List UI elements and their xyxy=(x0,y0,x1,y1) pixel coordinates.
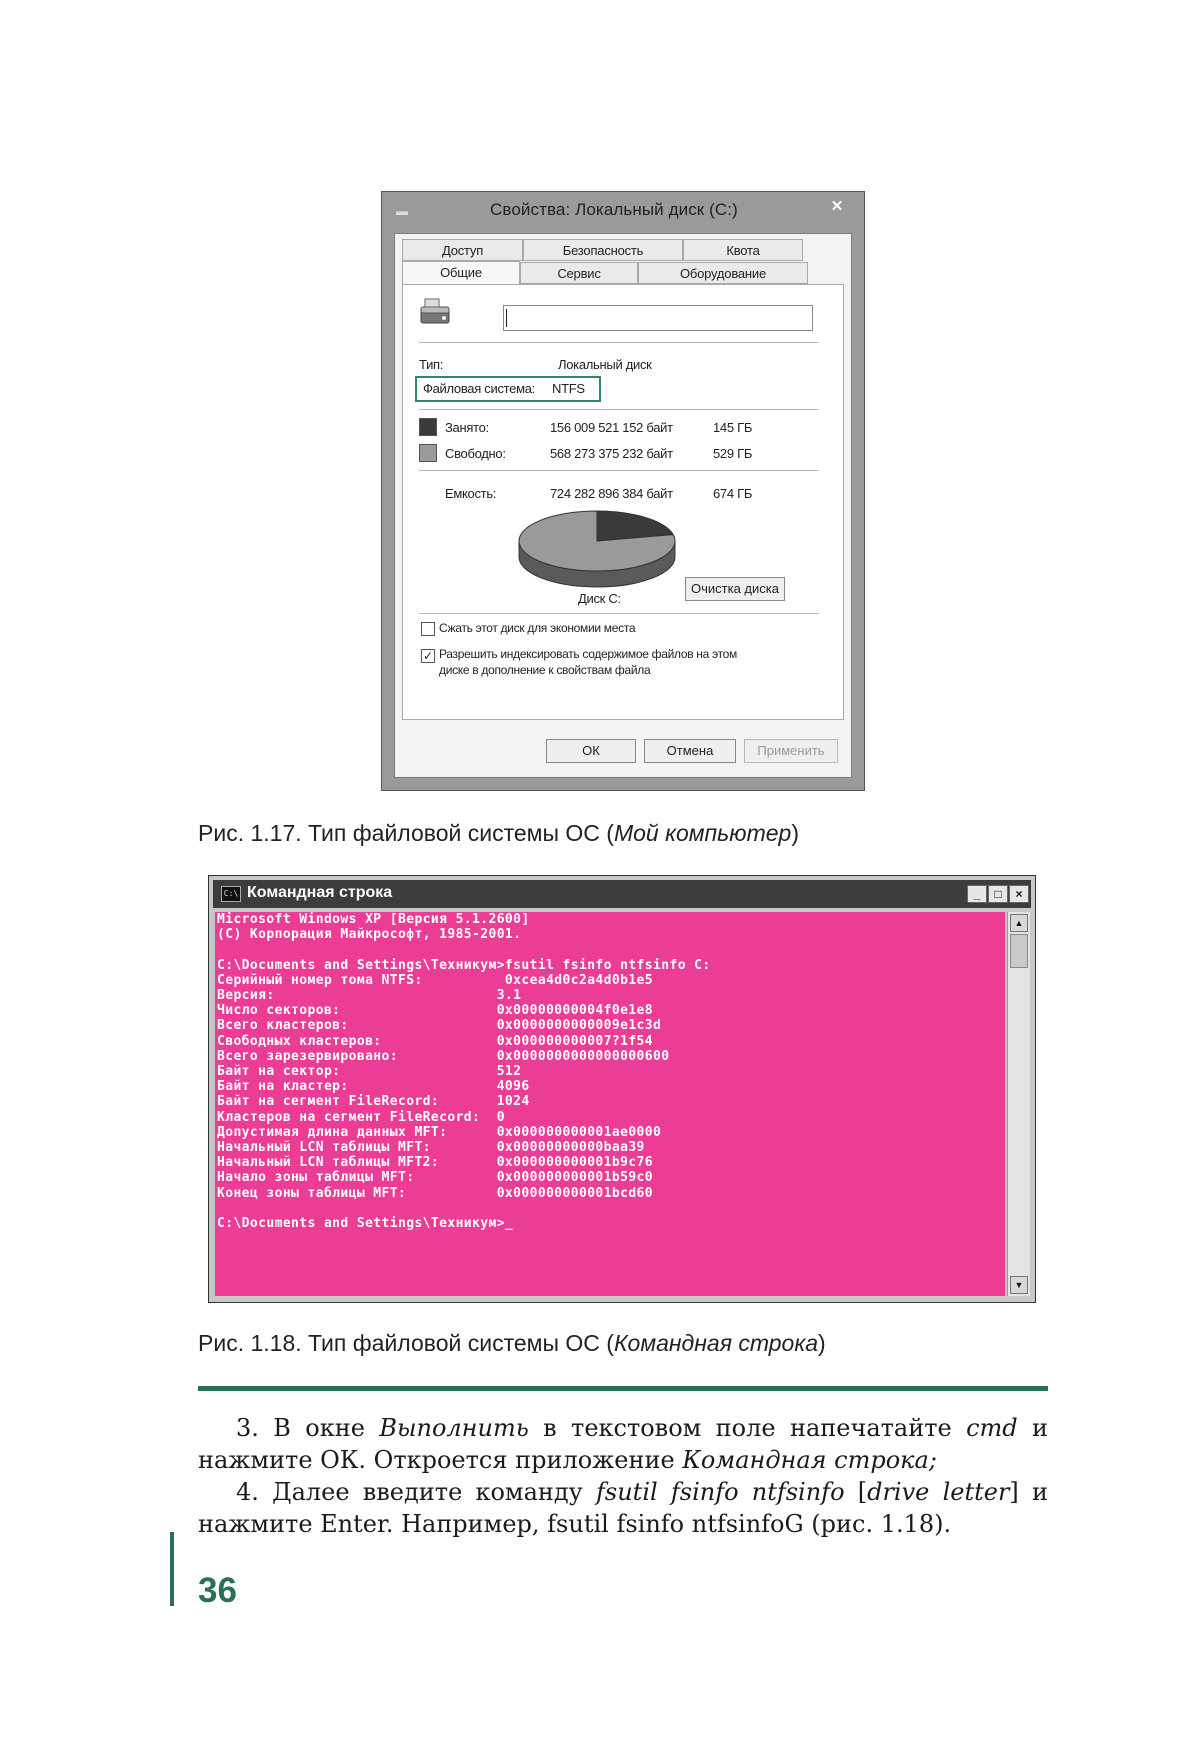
italic-text: cmd xyxy=(966,1414,1018,1442)
italic-text: Командная строка; xyxy=(682,1446,937,1474)
close-button[interactable]: × xyxy=(1009,885,1029,903)
step-3-paragraph xyxy=(198,1412,1048,1476)
scroll-down-button[interactable]: ▼ xyxy=(1010,1276,1028,1294)
scrollbar-thumb[interactable] xyxy=(1010,934,1028,968)
used-space-swatch xyxy=(419,418,437,436)
disk-cleanup-button[interactable]: Очистка диска xyxy=(685,577,785,601)
close-button[interactable]: ✕ xyxy=(830,198,844,215)
type-value: Локальный диск xyxy=(558,357,652,372)
page-number-bar xyxy=(170,1532,174,1606)
page-number: 36 xyxy=(198,1571,237,1610)
title-bar xyxy=(213,880,1031,908)
file-system-highlight xyxy=(415,376,601,402)
hard-drive-icon xyxy=(417,297,455,331)
capacity-label: Емкость: xyxy=(445,486,497,501)
caption-text: Рис. 1.17. Тип файловой системы ОС ( xyxy=(198,820,614,846)
free-bytes: 568 273 375 232 байт xyxy=(550,446,673,461)
text: 3. В окне xyxy=(236,1414,380,1442)
index-label-line1: Разрешить индексировать содержимое файлов на этом xyxy=(439,647,737,661)
scroll-up-button[interactable]: ▲ xyxy=(1010,914,1028,932)
fs-label: Файловая система: xyxy=(423,381,535,396)
minimize-button[interactable]: _ xyxy=(967,885,987,903)
figure-caption-1-18 xyxy=(198,1330,826,1357)
italic-text: drive letter xyxy=(867,1478,1010,1506)
disk-label: Диск С: xyxy=(578,591,621,606)
caption-close: ) xyxy=(818,1330,826,1356)
free-space-swatch xyxy=(419,444,437,462)
text: 4. Далее введите команду xyxy=(236,1478,597,1506)
divider xyxy=(419,470,819,471)
figure-caption-1-17 xyxy=(198,820,799,847)
caption-italic: Мой компьютер xyxy=(613,820,792,846)
maximize-button[interactable]: □ xyxy=(988,885,1008,903)
text: и нажмите ОК. Откроется приложение xyxy=(198,1414,1049,1474)
index-checkbox[interactable]: ✓ xyxy=(422,649,434,663)
console-text: Microsoft Windows XP [Версия 5.1.2600] (С) Корпорация Майкрософт, 1985-2001. C:\Documents and Settings\Техникум>fsutil fsinfo ntfsinfo C: Серийный номер тома NTFS: 0xcea4d0c2a4d0b1e5 Версия: 3.1 Число секторов: 0x00000000004f0e1e8 Всего кластеров: 0x0000000000009e1c3d Свободных кластеров: 0x000000000007?1f54 Всего зарезервировано: 0x0000000000000000600 Байт на сектор: 512 Байт на кластер: 4096 Байт на сегмент FileRecord: 1024 Кластеров на сегмент FileRecord: 0 Допустимая длина данных MFT: 0x000000000001ae0000 Начальный LCN таблицы MFT: 0x00000000000baa39 Начальный LCN таблицы MFT2: 0x000000000001b9c76 Начало зоны таблицы MFT: 0x000000000001b59c0 Конец зоны таблицы MFT: 0x000000000001bcd60 C:\Documents and Settings\Техникум>_ xyxy=(217,912,711,1232)
caption-text: Рис. 1.18. Тип файловой системы ОС ( xyxy=(198,1330,614,1356)
tab-tools[interactable]: Сервис xyxy=(520,262,638,284)
free-label: Свободно: xyxy=(445,446,506,461)
text: ] и нажмите Enter. Например, fsutil fsinfo ntfsinfoG (рис. 1.18). xyxy=(198,1478,1048,1538)
capacity-gb: 674 ГБ xyxy=(713,486,753,501)
divider xyxy=(419,613,819,614)
console-output[interactable] xyxy=(215,912,1005,1296)
used-label: Занято: xyxy=(445,420,489,435)
volume-label-input[interactable] xyxy=(503,305,813,331)
dialog-body xyxy=(394,233,852,778)
step-4-paragraph xyxy=(198,1476,1048,1540)
disk-properties-window xyxy=(381,191,865,791)
caption-close: ) xyxy=(791,820,799,846)
console-icon[interactable]: C:\ xyxy=(221,886,241,902)
used-gb: 145 ГБ xyxy=(713,420,753,435)
compress-label: Сжать этот диск для экономии места xyxy=(439,621,636,635)
divider xyxy=(419,342,819,343)
tab-access[interactable]: Доступ xyxy=(402,239,523,261)
tab-quota[interactable]: Квота xyxy=(683,239,803,261)
type-label: Тип: xyxy=(419,357,444,372)
text-cursor xyxy=(506,309,507,327)
fs-value: NTFS xyxy=(552,381,585,396)
italic-text: fsutil fsinfo ntfsinfo xyxy=(596,1478,845,1506)
window-menu-icon[interactable]: ▬ xyxy=(396,204,408,218)
command-prompt-window xyxy=(208,875,1036,1303)
window-title: Свойства: Локальный диск (С:) xyxy=(490,200,738,219)
ok-button[interactable]: ОК xyxy=(546,739,636,763)
used-bytes: 156 009 521 152 байт xyxy=(550,420,673,435)
window-title: Командная строка xyxy=(247,884,393,901)
tab-hardware[interactable]: Оборудование xyxy=(638,262,808,284)
apply-button[interactable]: Применить xyxy=(744,739,838,763)
text: в текстовом поле напечатайте xyxy=(528,1414,967,1442)
tab-general[interactable]: Общие xyxy=(402,261,520,285)
caption-italic: Командная строка xyxy=(613,1330,819,1356)
free-gb: 529 ГБ xyxy=(713,446,753,461)
italic-text: Выполнить xyxy=(379,1414,529,1442)
capacity-bytes: 724 282 896 384 байт xyxy=(550,486,673,501)
general-tab-panel xyxy=(402,284,844,720)
disk-usage-pie xyxy=(515,507,679,591)
divider xyxy=(419,409,819,410)
compress-checkbox[interactable] xyxy=(421,622,435,636)
section-rule xyxy=(198,1386,1048,1391)
tab-security[interactable]: Безопасность xyxy=(523,239,683,261)
text: [ xyxy=(844,1478,868,1506)
cancel-button[interactable]: Отмена xyxy=(644,739,736,763)
index-label-line2: диске в дополнение к свойствам файла xyxy=(439,663,651,677)
vertical-scrollbar[interactable] xyxy=(1007,912,1030,1296)
